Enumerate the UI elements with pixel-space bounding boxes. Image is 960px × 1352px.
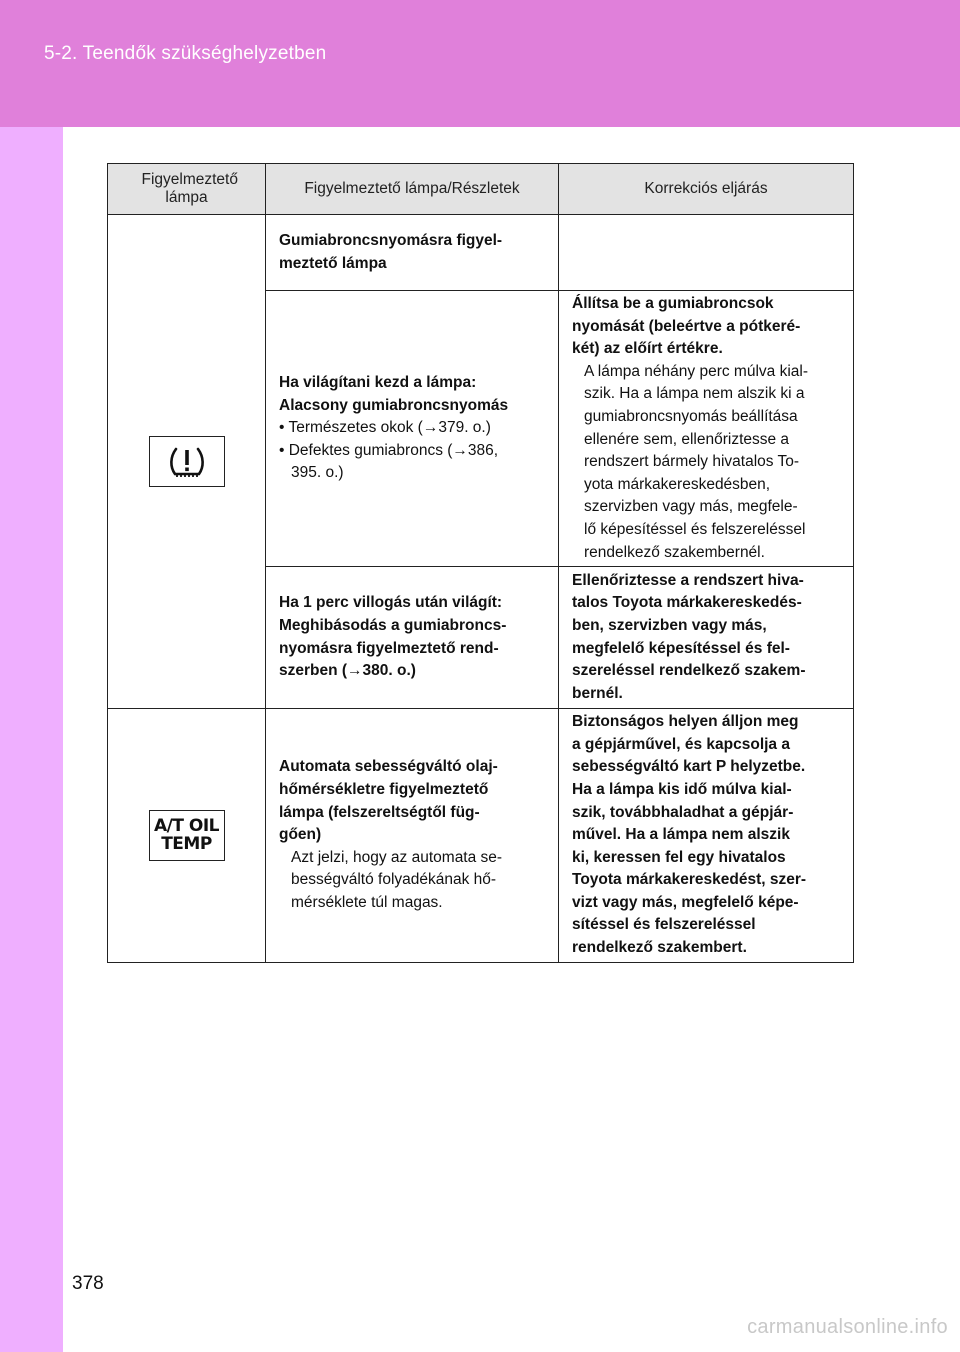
tpms-case1-heading: Ha világítani kezd a lámpa: Alacsony gumiabroncsnyomás (279, 374, 509, 414)
table-row (108, 709, 854, 963)
at-oil-line-1: A/T OIL (154, 816, 219, 837)
tpms-title: Gumiabroncsnyomásra figyel- meztető lámpa (279, 231, 503, 272)
tpms-case1-action-note: A lámpa néhány perc múlva kial- szik. Ha a lámpa nem alszik ki a gumiabroncsnyomás beállítása ellenére sem, ellenőriztesse a rendszert bármely hivatalos To- yota márkakereskedésben, szervizben vagy más, megfele- lő képesítéssel és felszereléssel rendelkező szakembernél. (584, 362, 809, 561)
header-band (0, 0, 960, 127)
tpms-title-action-cell (559, 215, 854, 291)
tpms-case1-bullet-1: • Természetes okok (→379. o.) (279, 419, 491, 437)
atoil-detail-note: Azt jelzi, hogy az automata se- bességváltó folyadékának hő- mérséklete túl magas. (291, 848, 503, 911)
page-number: 378 (72, 1273, 104, 1294)
tpms-case2-action-cell (559, 567, 854, 709)
section-title: 5-2. Teendők szükséghelyzetben (44, 43, 327, 64)
table-row (108, 215, 854, 291)
column-header-lamp: Figyelmeztető lámpa (108, 164, 266, 215)
atoil-action-cell (559, 709, 854, 963)
atoil-detail-cell (266, 709, 559, 963)
tpms-case1-action-cell (559, 291, 854, 567)
tpms-title-cell (266, 215, 559, 291)
tpms-case2-action: Ellenőriztesse a rendszert hiva- talos Toyota márkakereskedés- ben, szervizben vagy más, megfelelő képesítéssel és fel- szereléssel rendelkező szakem- bernél. (572, 571, 806, 702)
watermark: carmanualsonline.info (747, 1316, 948, 1338)
tpms-case1-detail-cell (266, 291, 559, 567)
tpms-case2-detail: Ha 1 perc villogás után világít: Meghibásodás a gumiabroncs- nyomásra figyelmeztető rend- szerben (→380. o.) (279, 594, 507, 680)
atoil-detail-bold: Automata sebességváltó olaj- hőmérsékletre figyelmeztető lámpa (felszereltségtől füg- gően) (279, 758, 498, 844)
tire-pressure-warning-icon (149, 436, 225, 487)
column-header-procedure: Korrekciós eljárás (559, 164, 854, 215)
tpms-case1-bullet-2-cont: 395. o.) (291, 464, 344, 482)
at-oil-temp-warning-icon (149, 810, 225, 861)
side-strip (0, 0, 63, 1352)
tpms-case2-detail-cell (266, 567, 559, 709)
tpms-case1-action-bold: Állítsa be a gumiabroncsok nyomását (beleértve a pótkeré- két) az előírt értékre. (572, 295, 801, 358)
warning-lights-table (107, 163, 854, 963)
column-header-details: Figyelmeztető lámpa/Részletek (266, 164, 559, 215)
atoil-action: Biztonságos helyen álljon meg a gépjárművel, és kapcsolja a sebességváltó kart P helyzetbe. Ha a lámpa kis idő múlva kial- szik, továbbhaladhat a gépjár- művel. Ha a lámpa nem alszik ki, keressen fel egy hivatalos Toyota márkakereskedést, szer- vizt vagy más, megfelelő képe- sítéssel és felszereléssel rendelkező szakembert. (572, 713, 807, 957)
table-header-row (108, 164, 854, 215)
lamp-cell-tpms (108, 215, 266, 709)
tpms-case1-bullet-2: • Defektes gumiabroncs (→386, (279, 441, 499, 459)
lamp-cell-atoil (108, 709, 266, 963)
at-oil-line-2: TEMP (161, 834, 212, 855)
